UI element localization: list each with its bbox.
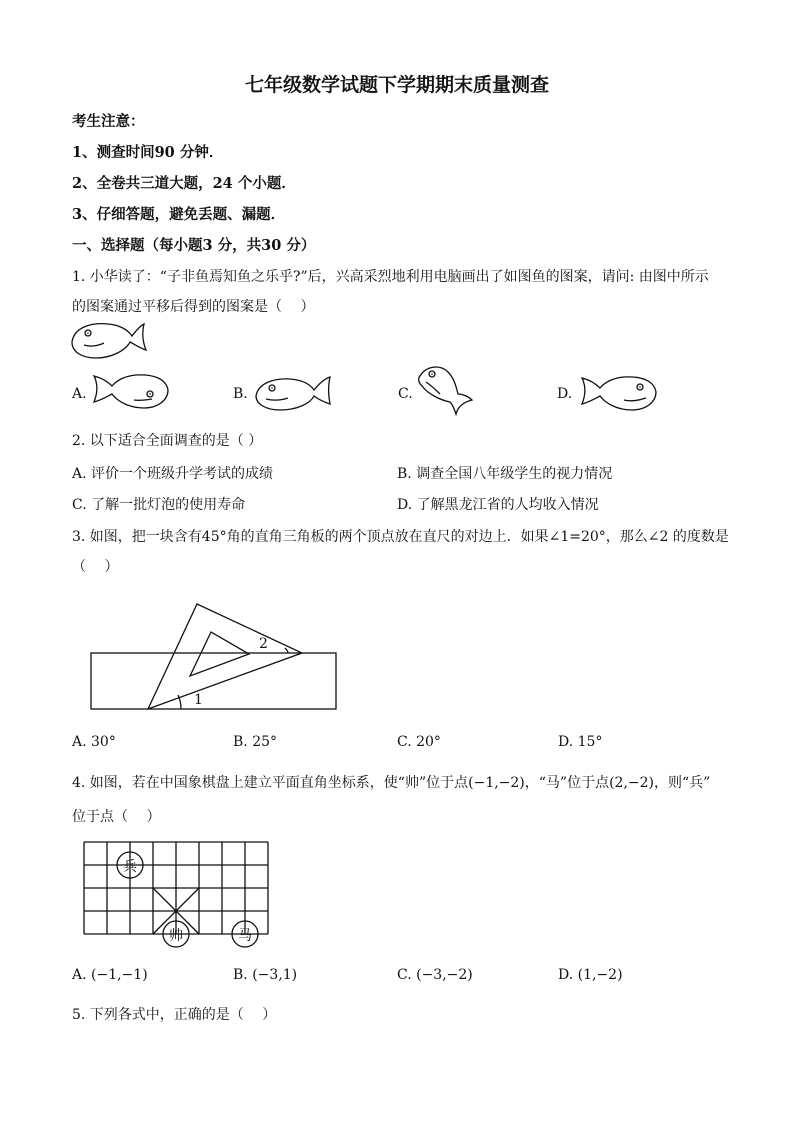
q4-stem-line2: 位于点（ ）: [72, 809, 161, 825]
notice-item: 1、测查时间90 分钟．: [72, 144, 224, 161]
page-title: 七年级数学试题下学期期末质量测查: [244, 74, 549, 96]
q2-option-a: A. 评价一个班级升学考试的成绩: [72, 466, 274, 482]
q3-stem-line1: 3. 如图，把一块含有45°角的直角三角板的两个顶点放在直尺的对边上．如果∠1=20°，那么∠2 的度数是: [72, 529, 729, 545]
notice-item: 3、仔细答题，避免丢题、漏题．: [72, 206, 286, 223]
section-heading: 一、选择题（每小题3 分，共30 分）: [72, 237, 316, 254]
q1-stem-line2: 的图案通过平移后得到的图案是（ ）: [72, 299, 315, 315]
q2-option-c: C. 了解一批灯泡的使用寿命: [72, 497, 246, 513]
q5-stem: 5. 下列各式中，正确的是（ ）: [72, 1007, 277, 1023]
q1-option-label: D.: [557, 386, 573, 402]
q4-option-b: B. (−3,1): [233, 967, 298, 983]
q2-stem: 2. 以下适合全面调查的是（ ）: [72, 433, 263, 449]
q4-option-d: D. (1,−2): [558, 967, 623, 983]
piece-ma-label: 马: [238, 928, 252, 944]
notice-item: 2、全卷共三道大题，24 个小题．: [72, 175, 296, 192]
q1-option-label: C.: [398, 386, 413, 402]
q4-option-a: A. (−1,−1): [72, 967, 148, 983]
notice-heading: 考生注意：: [72, 113, 145, 130]
angle-2-label: 2: [259, 636, 268, 652]
q1-stem-line1: 1. 小华读了：“子非鱼焉知鱼之乐乎?”后，兴高采烈地利用电脑画出了如图鱼的图案，请问: 由图中所示: [72, 269, 709, 285]
q2-option-b: B. 调查全国八年级学生的视力情况: [397, 466, 613, 482]
q2-option-d: D. 了解黑龙江省的人均收入情况: [397, 497, 599, 513]
chessboard-grid: [84, 842, 268, 934]
q3-option-c: C. 20°: [397, 734, 441, 750]
q1-option-label: A.: [72, 386, 87, 402]
angle-1-label: 1: [194, 692, 203, 708]
q3-stem-line2: （ ）: [72, 559, 119, 575]
piece-bing-label: 兵: [123, 859, 137, 875]
q3-option-b: B. 25°: [233, 734, 278, 750]
q1-option-label: B.: [233, 386, 248, 402]
q4-option-c: C. (−3,−2): [397, 967, 473, 983]
q3-option-a: A. 30°: [72, 734, 116, 750]
piece-shuai-label: 帅: [169, 928, 183, 944]
q3-option-d: D. 15°: [558, 734, 603, 750]
q4-stem-line1: 4. 如图，若在中国象棋盘上建立平面直角坐标系，使“帅”位于点(−1,−2)，“马”位于点(2,−2)，则“兵”: [72, 775, 711, 791]
